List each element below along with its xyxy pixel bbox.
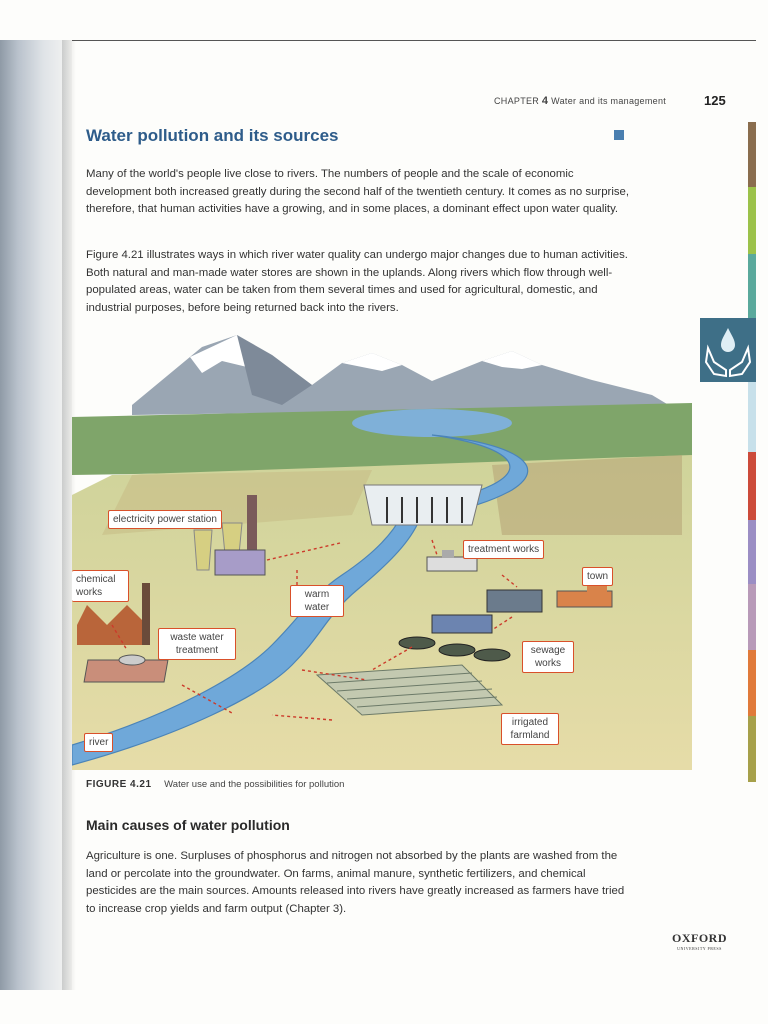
tab-bar [748, 520, 756, 584]
figure-number: FIGURE 4.21 [86, 779, 152, 790]
tab-bar [748, 716, 756, 782]
label-river: river [84, 733, 113, 752]
figure-illustration [72, 325, 692, 770]
label-treatment-works: treatment works [463, 540, 544, 559]
tab-bar [748, 584, 756, 650]
chapter-title: Water and its management [551, 96, 667, 106]
publisher-name: OXFORD [672, 931, 727, 945]
tab-bar [748, 187, 756, 254]
label-power-station: electricity power station [108, 510, 222, 529]
publisher-logo [672, 931, 727, 951]
reservoir [352, 409, 512, 437]
tab-bar [748, 254, 756, 318]
label-town: town [582, 567, 613, 586]
figure-caption-text: Water use and the possibilities for pollution [164, 779, 345, 790]
label-warm-water: warm water [290, 585, 344, 617]
section-title: Water pollution and its sources [86, 126, 339, 145]
hands-water-drop-icon [700, 318, 756, 382]
label-sewage-works: sewage works [522, 641, 574, 673]
figure-intro-paragraph: Figure 4.21 illustrates ways in which river water quality can undergo major changes due to human activities. Both natural and man-made water stores are shown in the uplands. Along rivers which flow through well-populated areas, water can be taken from them several times and used for agricultural, domestic, and industrial purposes, before being returned back into the rivers. [86, 249, 628, 314]
publisher-subtitle: UNIVERSITY PRESS [677, 946, 722, 951]
tab-bar [748, 122, 756, 187]
dam [364, 485, 482, 525]
agriculture-paragraph: Agriculture is one. Surpluses of phosphorus and nitrogen not absorbed by the plants are washed from the land or percolate into the groundwater. On farms, animal manure, synthetic fertilizers, and chemical pesticides are the main sources. Amounts released into rivers have greatly increased as farmers have tried to increase crop yields and farm output (Chapter 3). [86, 850, 625, 915]
figure-caption [86, 779, 344, 790]
tab-bar [748, 452, 756, 520]
intro-paragraph: Many of the world's people live close to rivers. The numbers of people and the scale of economic development both increased greatly during the second half of the twentieth century. It comes as no surprise, therefore, that human activities have a growing, and in some places, a dominant effect upon water quality. [86, 168, 630, 215]
running-header [494, 95, 666, 107]
chapter-label: CHAPTER [494, 96, 540, 106]
label-waste-water: waste water treatment [158, 628, 236, 660]
tab-bar [748, 382, 756, 452]
page-number: 125 [704, 93, 726, 108]
square-marker-icon [614, 130, 624, 140]
label-irrigated-farmland: irrigated farmland [501, 713, 559, 745]
subsection-title: Main causes of water pollution [86, 817, 290, 833]
label-chemical-works: chemical works [72, 570, 129, 602]
chapter-number: 4 [541, 95, 549, 107]
page-top-rule [12, 40, 756, 41]
tab-bar [748, 650, 756, 716]
